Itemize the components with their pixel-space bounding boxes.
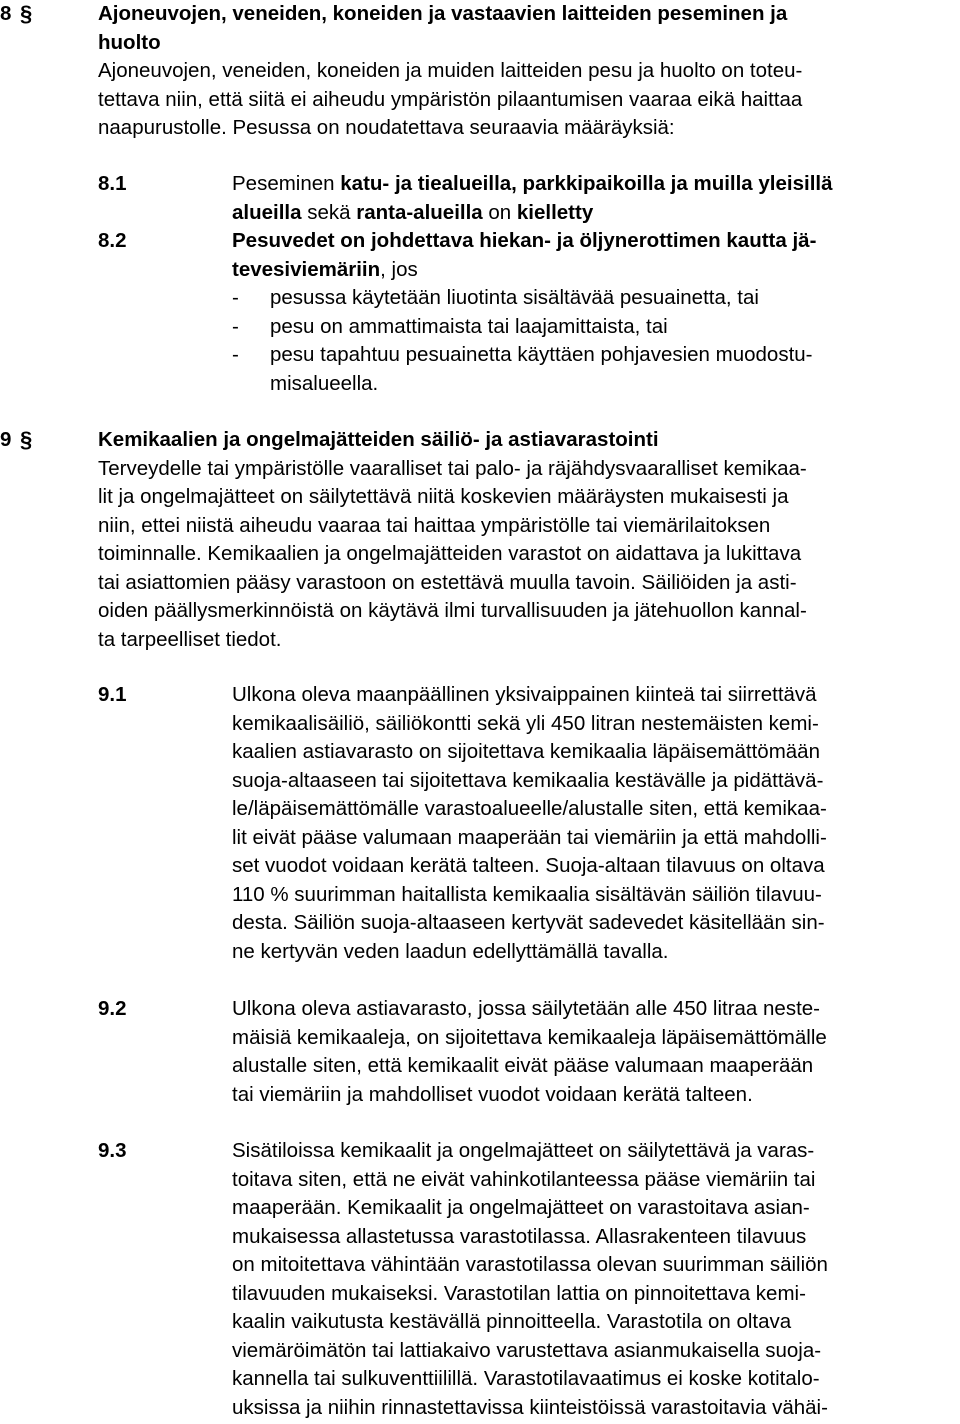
bold-run: alueilla bbox=[232, 200, 302, 224]
section-title bbox=[98, 0, 956, 57]
text-line: oiden päällysmerkinnöistä on käytävä ilmi turvallisuuden ja jätehuollon kannal- bbox=[98, 599, 807, 622]
paragraph-sign: § bbox=[20, 1, 33, 26]
text-line bbox=[232, 170, 956, 199]
title-line: Kemikaalien ja ongelmajätteiden säiliö- ja astiavarastointi bbox=[98, 428, 659, 451]
section-number: 9 bbox=[0, 428, 12, 451]
text-line: Terveydelle tai ympäristölle vaaralliset tai palo- ja räjähdysvaaralliset kemikaa- bbox=[98, 456, 807, 480]
list-item-text: pesu tapahtuu pesuainetta käyttäen pohjavesien muodostu- bbox=[270, 343, 813, 366]
text-line: le/läpäisemättömälle varastoalueelle/alustalle siten, että kemikaa- bbox=[232, 797, 827, 820]
text-line: ta tarpeelliset tiedot. bbox=[98, 627, 282, 651]
subsection-number: 9.1 bbox=[98, 683, 127, 706]
text-line: lit eivät pääse valumaan maaperään tai viemäriin ja että mahdolli- bbox=[232, 825, 827, 849]
text-line: alustalle siten, että kemikaalit eivät pääse valumaan maaperään bbox=[232, 1054, 814, 1077]
text-line: naapurustolle. Pesussa on noudatettava seuraavia määräyksiä: bbox=[98, 116, 675, 139]
text-line: ne kertyvän veden laadun edellyttämällä tavalla. bbox=[232, 939, 669, 963]
title-line: huolto bbox=[98, 30, 161, 54]
list-dash: - bbox=[232, 343, 239, 366]
text-line: Ulkona oleva astiavarasto, jossa säilytetään alle 450 litraa neste- bbox=[232, 997, 820, 1020]
text-line: mäisiä kemikaaleja, on sijoitettava kemikaaleja läpäisemättömälle bbox=[232, 1025, 827, 1049]
list-item-text-continued: misalueella. bbox=[270, 371, 379, 395]
text-line: tilavuuden mukaiseksi. Varastotilan lattia on pinnoitettava kemi- bbox=[232, 1281, 806, 1305]
subsection-number: 8.2 bbox=[98, 229, 127, 252]
list-item-text: pesussa käytetään liuotinta sisältävää pesuainetta, tai bbox=[270, 286, 759, 309]
section-number: 8 bbox=[0, 2, 12, 25]
text-line: 110 % suurimman haitallista kemikaalia sisältävän säiliön tilavuu- bbox=[232, 882, 822, 906]
bold-run: kielletty bbox=[516, 200, 594, 224]
text-line: uksissa ja niihin rinnastettavissa kiinteistöissä varastoitavia vähäi- bbox=[232, 1395, 828, 1419]
list-item-text: pesu on ammattimaista tai laajamittaista, tai bbox=[270, 314, 668, 338]
subsection-number: 9.3 bbox=[98, 1139, 127, 1162]
subsection-9-2 bbox=[232, 995, 956, 1109]
text-line: kaalin vaikutusta kestävällä pinnoitteella. Varastotila on oltava bbox=[232, 1310, 792, 1333]
section-intro bbox=[98, 455, 956, 655]
list-item bbox=[232, 313, 956, 342]
list-dash: - bbox=[232, 286, 239, 309]
text-run: sekä bbox=[301, 200, 357, 224]
text-line: kemikaalisäiliö, säiliökontti sekä yli 450 litran nestemäisten kemi- bbox=[232, 711, 819, 735]
list-item bbox=[232, 341, 956, 398]
bold-run: tevesiviemäriin bbox=[232, 257, 381, 281]
text-line: desta. Säiliön suoja-altaaseen kertyvät sadevedet käsitellään sin- bbox=[232, 911, 825, 934]
section-title bbox=[98, 426, 956, 455]
text-line: tai viemäriin ja mahdolliset vuodot voidaan kerätä talteen. bbox=[232, 1082, 753, 1106]
text-run: Peseminen bbox=[232, 172, 341, 195]
text-line: viemäröimätön tai lattiakaivo varustettava asianmukaisella suoja- bbox=[232, 1338, 822, 1362]
list-item bbox=[232, 284, 956, 313]
subsection-number: 8.1 bbox=[98, 172, 127, 195]
subsection-9-1 bbox=[232, 681, 956, 966]
text-line: mukaisessa allastetussa varastotilassa. Allasrakenteen tilavuus bbox=[232, 1224, 807, 1248]
text-line: Sisätiloissa kemikaalit ja ongelmajätteet on säilytettävä ja varas- bbox=[232, 1139, 815, 1162]
text-run: on bbox=[482, 200, 517, 224]
subsection-9-3 bbox=[232, 1137, 956, 1422]
text-line: set vuodot voidaan kerätä talteen. Suoja-altaan tilavuus on oltava bbox=[232, 854, 825, 877]
text-line: kannella tai sulkuventtiilillä. Varastotilavaatimus ei koske kotitalo- bbox=[232, 1367, 820, 1390]
text-line: lit ja ongelmajätteet on säilytettävä niitä koskevien määräysten mukaisesti ja bbox=[98, 485, 789, 508]
title-line: Ajoneuvojen, veneiden, koneiden ja vastaavien laitteiden peseminen ja bbox=[98, 2, 788, 25]
text-line: Pesuvedet on johdettava hiekan- ja öljynerottimen kautta jä- bbox=[232, 229, 817, 252]
text-line: kaalien astiavarasto on sijoitettava kemikaalia läpäisemättömään bbox=[232, 740, 820, 763]
list-dash: - bbox=[232, 314, 239, 338]
text-line: niin, ettei niistä aiheudu vaaraa tai haittaa ympäristölle tai viemärilaitoksen bbox=[98, 513, 771, 537]
text-line: maaperään. Kemikaalit ja ongelmajätteet on varastoitava asian- bbox=[232, 1196, 810, 1219]
text-line: suoja-altaaseen tai sijoitettava kemikaalia kestävälle ja pidättävä- bbox=[232, 768, 824, 792]
bold-run: katu- ja tiealueilla, parkkipaikoilla ja muilla yleisillä bbox=[340, 172, 833, 195]
paragraph-sign: § bbox=[20, 427, 33, 452]
text-line bbox=[232, 199, 956, 228]
bold-run: ranta-alueilla bbox=[356, 200, 483, 224]
text-line: toiminnalle. Kemikaalien ja ongelmajätteiden varastot on aidattava ja lukittava bbox=[98, 542, 802, 565]
text-line: Ulkona oleva maanpäällinen yksivaippainen kiinteä tai siirrettävä bbox=[232, 683, 817, 706]
subsection-8-2 bbox=[232, 227, 956, 398]
text-line: Ajoneuvojen, veneiden, koneiden ja muiden laitteiden pesu ja huolto on toteu- bbox=[98, 59, 803, 82]
subsection-8-1 bbox=[232, 170, 956, 227]
text-line: tettava niin, että siitä ei aiheudu ympäristön pilaantumisen vaaraa eikä haittaa bbox=[98, 87, 803, 111]
text-line: tai asiattomien pääsy varastoon on estettävä muulla tavoin. Säiliöiden ja asti- bbox=[98, 570, 797, 594]
text-line bbox=[232, 256, 956, 285]
text-line: on mitoitettava vähintään varastotilassa olevan suurimman säiliön bbox=[232, 1253, 828, 1276]
text-run: , jos bbox=[380, 257, 418, 281]
section-intro bbox=[98, 57, 956, 143]
text-line: toitava siten, että ne eivät vahinkotilanteessa pääse viemäriin tai bbox=[232, 1167, 816, 1191]
subsection-number: 9.2 bbox=[98, 997, 127, 1020]
